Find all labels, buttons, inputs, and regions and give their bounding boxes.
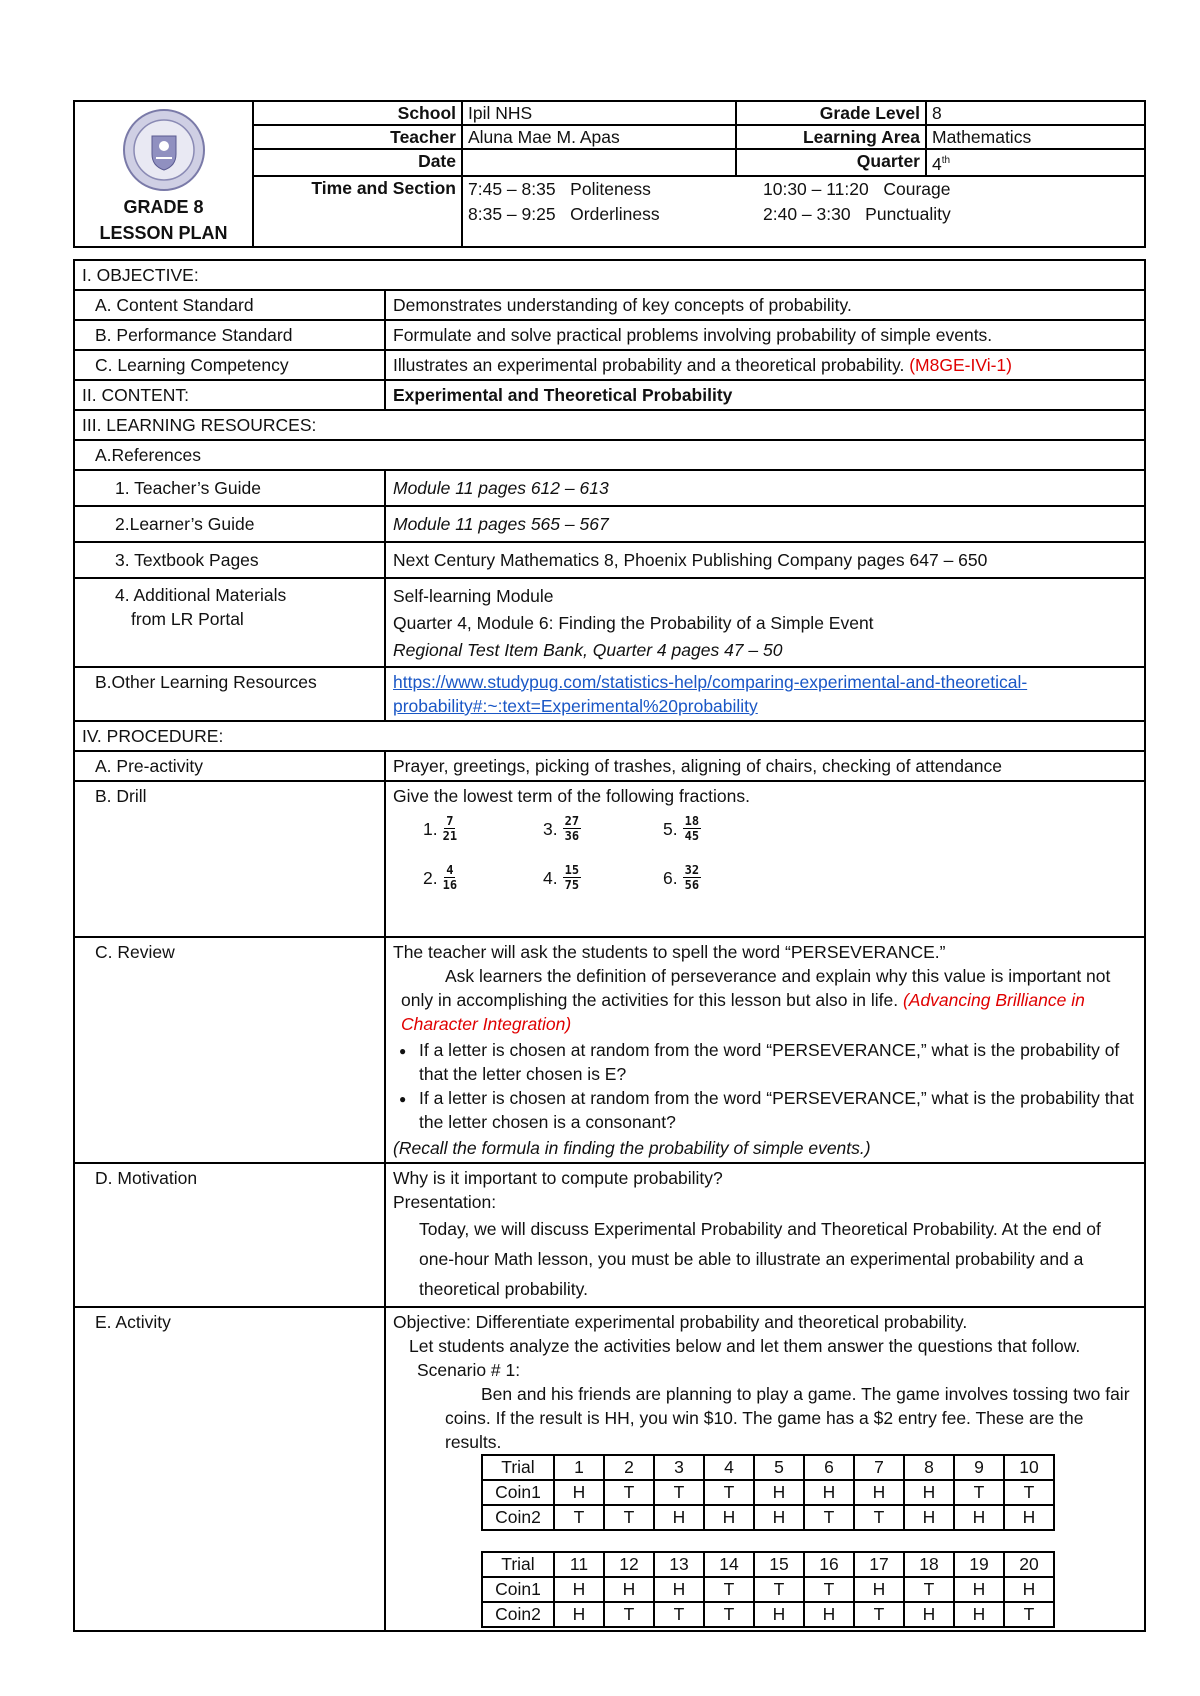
results-cell: 10 xyxy=(1004,1455,1054,1480)
results-cell: T xyxy=(604,1480,654,1505)
ps-value: Formulate and solve practical problems involving probability of simple events. xyxy=(385,320,1145,350)
am-value: Self-learning Module Quarter 4, Module 6: Finding the Probability of a Simple Event Regional Test Item Bank, Quarter 4 pages 47 – 50 xyxy=(385,578,1145,667)
date-value xyxy=(462,149,736,176)
fraction-item: 2. $\frac{4}{16}$ xyxy=(423,863,458,892)
title-grade: GRADE 8 xyxy=(123,197,204,217)
drill-value: Give the lowest term of the following fractions. 1. $\frac{7}{21}$ 3. $\frac{27}{36}$ 5. $\frac{18}{45}$ 2. $\frac{4}{16}$ 4. $\frac{15}{75}$ 6. $\frac{32}{56}$ xyxy=(385,781,1145,937)
objective-heading: I. OBJECTIVE: xyxy=(74,260,1145,290)
results-cell: H xyxy=(954,1602,1004,1627)
results-cell: T xyxy=(604,1505,654,1530)
results-cell: Coin1 xyxy=(482,1480,554,1505)
results-cell: 3 xyxy=(654,1455,704,1480)
results-cell: 15 xyxy=(754,1552,804,1577)
results-cell: T xyxy=(704,1480,754,1505)
lc-label: C. Learning Competency xyxy=(74,350,385,380)
sched4-time: 2:40 – 3:30 xyxy=(763,203,851,224)
review-bullet-1: ● If a letter is chosen at random from the word “PERSEVERANCE,” what is the probability of that the letter chosen is E? xyxy=(419,1038,1137,1086)
results-cell: 17 xyxy=(854,1552,904,1577)
resources-heading: III. LEARNING RESOURCES: xyxy=(74,410,1145,440)
results-cell: H xyxy=(1004,1505,1054,1530)
logo-cell xyxy=(74,101,253,247)
results-cell: Coin2 xyxy=(482,1602,554,1627)
pre-value: Prayer, greetings, picking of trashes, aligning of chairs, checking of attendance xyxy=(385,751,1145,781)
quarter-value: 4th xyxy=(926,149,1145,176)
tb-value: Next Century Mathematics 8, Phoenix Publishing Company pages 647 – 650 xyxy=(385,542,1145,578)
results-cell: T xyxy=(954,1480,1004,1505)
results-cell: T xyxy=(704,1602,754,1627)
results-cell: H xyxy=(854,1480,904,1505)
results-cell: H xyxy=(554,1480,604,1505)
tg-label: 1. Teacher’s Guide xyxy=(74,470,385,506)
results-cell: 13 xyxy=(654,1552,704,1577)
results-cell: 5 xyxy=(754,1455,804,1480)
results-cell: Coin1 xyxy=(482,1577,554,1602)
results-cell: 20 xyxy=(1004,1552,1054,1577)
results-cell: H xyxy=(804,1480,854,1505)
fraction-item: 1. $\frac{7}{21}$ xyxy=(423,814,458,843)
tg-value: Module 11 pages 612 – 613 xyxy=(385,470,1145,506)
lesson-table xyxy=(73,259,1146,1632)
area-value: Mathematics xyxy=(926,125,1145,149)
grade-label: Grade Level xyxy=(736,101,926,125)
other-link[interactable]: https://www.studypug.com/statistics-help/comparing-experimental-and-theoretical- probability#:~:text=Experimental%20probability xyxy=(385,667,1145,721)
review-label: C. Review xyxy=(74,937,385,1163)
results-cell: T xyxy=(904,1577,954,1602)
sched1-time: 7:45 – 8:35 xyxy=(468,178,556,199)
results-cell: 2 xyxy=(604,1455,654,1480)
results-cell: 11 xyxy=(554,1552,604,1577)
results-cell: H xyxy=(904,1480,954,1505)
results-cell: 16 xyxy=(804,1552,854,1577)
results-cell: H xyxy=(554,1577,604,1602)
results-cell: H xyxy=(604,1577,654,1602)
results-cell: T xyxy=(1004,1480,1054,1505)
sched1-sec: Politeness xyxy=(570,178,651,199)
lc-code: (M8GE-IVi-1) xyxy=(909,355,1012,375)
lc-value: Illustrates an experimental probability and a theoretical probability. (M8GE-IVi-1) xyxy=(385,350,1145,380)
pre-label: A. Pre-activity xyxy=(74,751,385,781)
fraction-item: 5. $\frac{18}{45}$ xyxy=(663,814,700,843)
results-cell: H xyxy=(654,1577,704,1602)
cs-label: A. Content Standard xyxy=(74,290,385,320)
results-cell: H xyxy=(1004,1577,1054,1602)
act-label: E. Activity xyxy=(74,1307,385,1631)
results-table xyxy=(481,1551,1055,1628)
coin-tables xyxy=(393,1454,1137,1628)
results-cell: 19 xyxy=(954,1552,1004,1577)
sched4-sec: Punctuality xyxy=(865,203,951,224)
results-cell: 4 xyxy=(704,1455,754,1480)
results-cell: H xyxy=(954,1577,1004,1602)
quarter-label: Quarter xyxy=(736,149,926,176)
lg-label: 2.Learner’s Guide xyxy=(74,506,385,542)
results-cell: T xyxy=(604,1602,654,1627)
deped-seal-icon xyxy=(122,108,206,192)
results-cell: T xyxy=(754,1577,804,1602)
results-cell: H xyxy=(854,1577,904,1602)
act-value: Objective: Differentiate experimental probability and theoretical probability. Let students analyze the activities below and let them answer the questions that follow. Scenario # 1: Ben and his friends are planning to play a game. The game involves tossing two fair coins. If the result is HH, you win $10. The game has a $2 entry fee. These are the results. Trial 1 2 3 4 5 6 7 8 9 10 Coin1 H T T T H H H H T T Coin2 T T H H H T T H H H Trial 11 12 13 14 15 16 17 18 19 20 Coin1 H H H T T T H T H H Coin2 H T T T H H T H H T xyxy=(385,1307,1145,1631)
results-cell: H xyxy=(954,1505,1004,1530)
results-cell: H xyxy=(754,1505,804,1530)
area-label: Learning Area xyxy=(736,125,926,149)
results-cell: 6 xyxy=(804,1455,854,1480)
sched2-sec: Orderliness xyxy=(570,203,660,224)
results-cell: T xyxy=(654,1602,704,1627)
motiv-label: D. Motivation xyxy=(74,1163,385,1307)
motiv-value: Why is it important to compute probability? Presentation: Today, we will discuss Experimental Probability and Theoretical Probability. At the end of one-hour Math lesson, you must be able to illustrate an experimental probability and a theoretical probability. xyxy=(385,1163,1145,1307)
sched3-sec: Courage xyxy=(883,178,951,199)
results-cell: T xyxy=(854,1602,904,1627)
ps-label: B. Performance Standard xyxy=(74,320,385,350)
results-cell: T xyxy=(1004,1602,1054,1627)
header-table xyxy=(73,100,1146,248)
results-cell: H xyxy=(554,1602,604,1627)
results-cell: 8 xyxy=(904,1455,954,1480)
grade-value: 8 xyxy=(926,101,1145,125)
fraction-item: 3. $\frac{27}{36}$ xyxy=(543,814,580,843)
results-cell: H xyxy=(904,1602,954,1627)
teacher-label: Teacher xyxy=(253,125,462,149)
fraction-item: 4. $\frac{15}{75}$ xyxy=(543,863,580,892)
results-cell: T xyxy=(804,1505,854,1530)
results-cell: 7 xyxy=(854,1455,904,1480)
other-label: B.Other Learning Resources xyxy=(74,667,385,721)
review-value: The teacher will ask the students to spell the word “PERSEVERANCE.” Ask learners the definition of perseverance and explain why this value is important not only in accomplishing the activities for this lesson but also in life. (Advancing Brilliance in Character Integration) ● If a letter is chosen at random from the word “PERSEVERANCE,” what is the probability of that the letter chosen is E? ● If a letter is chosen at random from the word “PERSEVERANCE,” what is the probability that the letter chosen is a consonant? (Recall the formula in finding the probability of simple events.) xyxy=(385,937,1145,1163)
fraction-grid xyxy=(423,814,1137,892)
results-cell: 9 xyxy=(954,1455,1004,1480)
results-cell: Coin2 xyxy=(482,1505,554,1530)
results-cell: T xyxy=(804,1577,854,1602)
results-table xyxy=(481,1454,1055,1531)
drill-label: B. Drill xyxy=(74,781,385,937)
results-cell: 12 xyxy=(604,1552,654,1577)
results-cell: H xyxy=(654,1505,704,1530)
review-recall: (Recall the formula in finding the probability of simple events.) xyxy=(393,1138,871,1158)
time-label: Time and Section xyxy=(253,176,462,247)
procedure-heading: IV. PROCEDURE: xyxy=(74,721,1145,751)
lg-value: Module 11 pages 565 – 567 xyxy=(385,506,1145,542)
results-cell: H xyxy=(804,1602,854,1627)
results-cell: 14 xyxy=(704,1552,754,1577)
results-cell: 18 xyxy=(904,1552,954,1577)
results-cell: Trial xyxy=(482,1552,554,1577)
content-heading: II. CONTENT: xyxy=(74,380,385,410)
results-cell: H xyxy=(754,1602,804,1627)
schedule xyxy=(462,176,1145,247)
review-bullet-2: ● If a letter is chosen at random from the word “PERSEVERANCE,” what is the probability that the letter chosen is a consonant? xyxy=(419,1086,1137,1134)
results-cell: T xyxy=(654,1480,704,1505)
cs-value: Demonstrates understanding of key concepts of probability. xyxy=(385,290,1145,320)
content-topic: Experimental and Theoretical Probability xyxy=(385,380,1145,410)
results-cell: H xyxy=(754,1480,804,1505)
results-cell: T xyxy=(554,1505,604,1530)
results-cell: T xyxy=(854,1505,904,1530)
results-cell: T xyxy=(704,1577,754,1602)
school-label: School xyxy=(253,101,462,125)
results-cell: 1 xyxy=(554,1455,604,1480)
abci-note: (Advancing Brilliance in Character Integration) xyxy=(401,990,1085,1034)
references-heading: A.References xyxy=(74,440,1145,470)
tb-label: 3. Textbook Pages xyxy=(74,542,385,578)
school-value: Ipil NHS xyxy=(462,101,736,125)
teacher-value: Aluna Mae M. Apas xyxy=(462,125,736,149)
sched3-time: 10:30 – 11:20 xyxy=(763,178,869,199)
fraction-item: 6. $\frac{32}{56}$ xyxy=(663,863,700,892)
sched2-time: 8:35 – 9:25 xyxy=(468,203,556,224)
title-lesson-plan: LESSON PLAN xyxy=(99,223,228,243)
results-cell: H xyxy=(704,1505,754,1530)
results-cell: H xyxy=(904,1505,954,1530)
results-cell: Trial xyxy=(482,1455,554,1480)
date-label: Date xyxy=(253,149,462,176)
am-label: 4. Additional Materials from LR Portal xyxy=(74,578,385,667)
